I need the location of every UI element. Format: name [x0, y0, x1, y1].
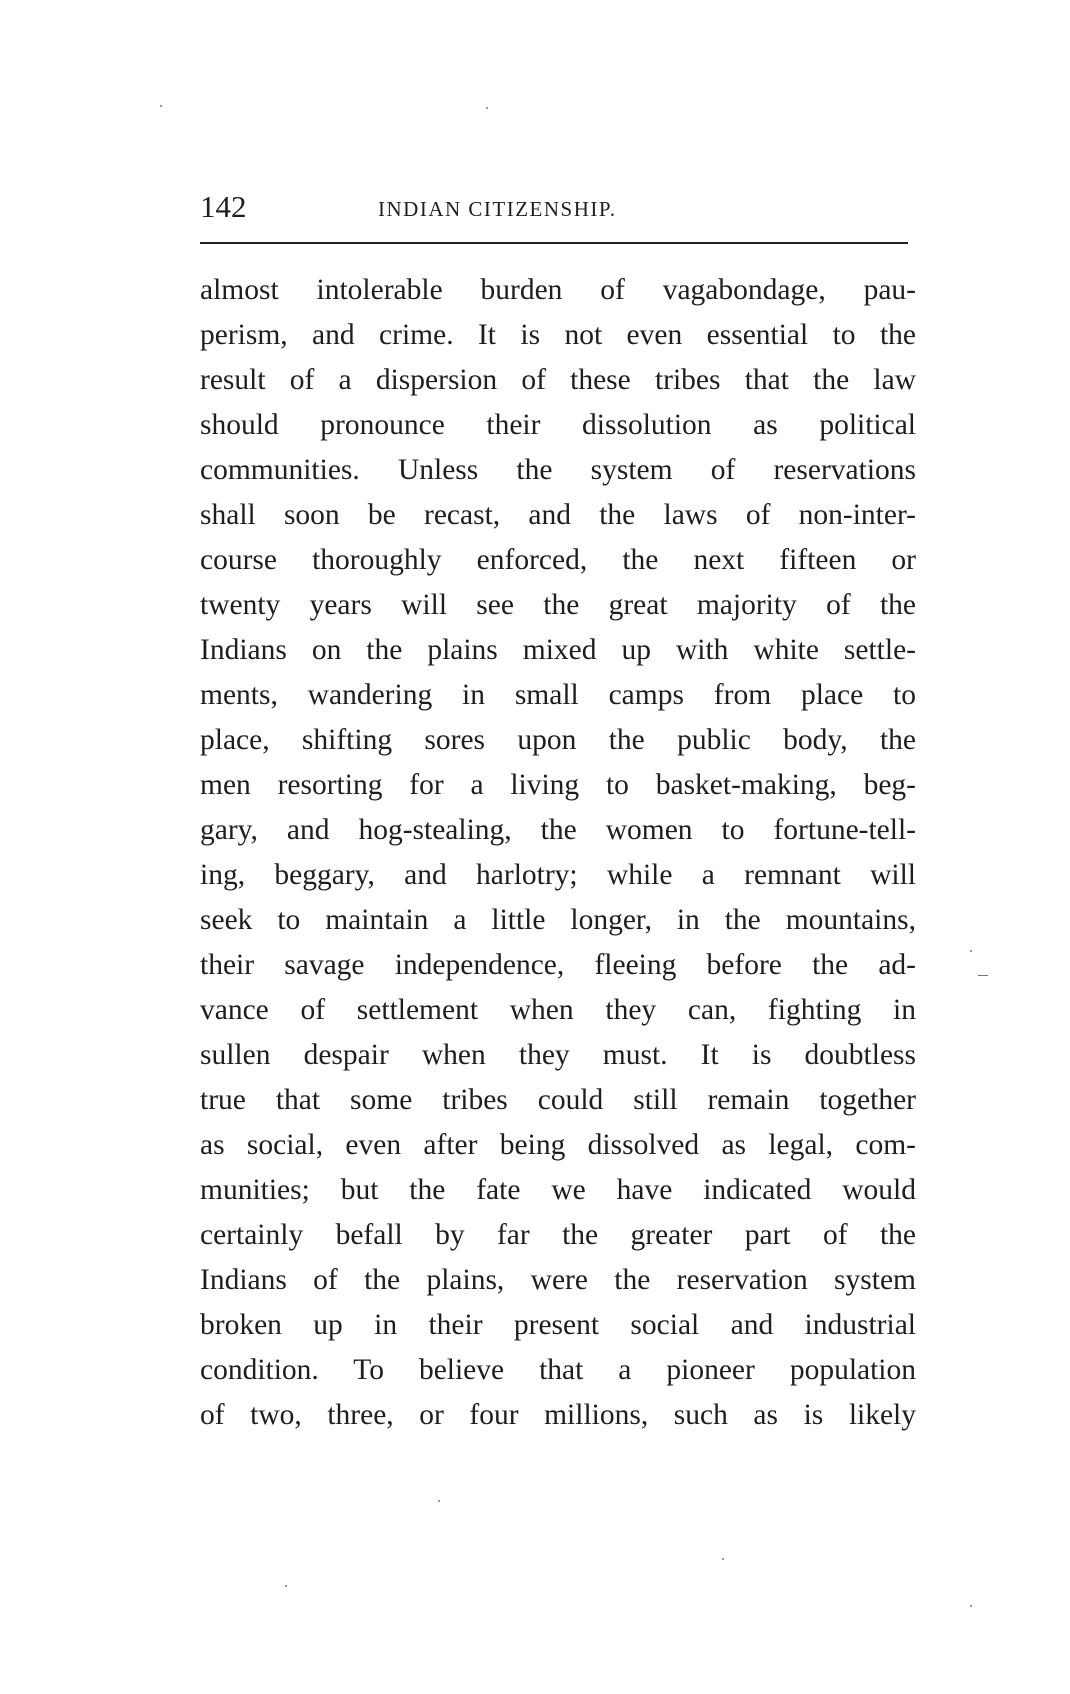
text-line: course thoroughly enforced, the next fifteen or — [200, 544, 916, 576]
text-line: Indians on the plains mixed up with white settle- — [200, 634, 916, 666]
speck — [978, 975, 988, 976]
text-line: true that some tribes could still remain together — [200, 1084, 916, 1116]
text-line: almost intolerable burden of vagabondage, pau- — [200, 274, 916, 306]
speck — [160, 105, 162, 107]
text-line: condition. To believe that a pioneer population — [200, 1354, 916, 1386]
speck — [722, 1558, 724, 1560]
text-line: of two, three, or four millions, such as is likely — [200, 1399, 916, 1431]
page-header — [200, 190, 908, 230]
text-line: gary, and hog-stealing, the women to fortune-tell- — [200, 814, 916, 846]
text-line: their savage independence, fleeing before the ad- — [200, 949, 916, 981]
text-line: perism, and crime. It is not even essential to the — [200, 319, 916, 351]
speck — [285, 1585, 287, 1587]
text-line: should pronounce their dissolution as political — [200, 409, 916, 441]
text-line: certainly befall by far the greater part of the — [200, 1219, 916, 1251]
body-text — [200, 268, 916, 1438]
page-number: 142 — [200, 189, 247, 224]
running-head: INDIAN CITIZENSHIP. — [378, 197, 617, 221]
text-line: shall soon be recast, and the laws of non-inter- — [200, 499, 916, 531]
text-line: broken up in their present social and industrial — [200, 1309, 916, 1341]
text-line: place, shifting sores upon the public body, the — [200, 724, 916, 756]
text-line: men resorting for a living to basket-making, beg- — [200, 769, 916, 801]
text-line: vance of settlement when they can, fighting in — [200, 994, 916, 1026]
text-line: seek to maintain a little longer, in the mountains, — [200, 904, 916, 936]
speck — [970, 1605, 972, 1607]
text-line: sullen despair when they must. It is doubtless — [200, 1039, 916, 1071]
speck — [970, 950, 972, 952]
text-line: as social, even after being dissolved as legal, com- — [200, 1129, 916, 1161]
header-rule — [200, 242, 908, 244]
text-line: communities. Unless the system of reservations — [200, 454, 916, 486]
text-line: munities; but the fate we have indicated would — [200, 1174, 916, 1206]
speck — [438, 1500, 440, 1502]
text-line: twenty years will see the great majority of the — [200, 589, 916, 621]
text-line: ments, wandering in small camps from place to — [200, 679, 916, 711]
text-line: Indians of the plains, were the reservation system — [200, 1264, 916, 1296]
speck — [486, 107, 488, 109]
text-line: ing, beggary, and harlotry; while a remnant will — [200, 859, 916, 891]
text-line: result of a dispersion of these tribes that the law — [200, 364, 916, 396]
